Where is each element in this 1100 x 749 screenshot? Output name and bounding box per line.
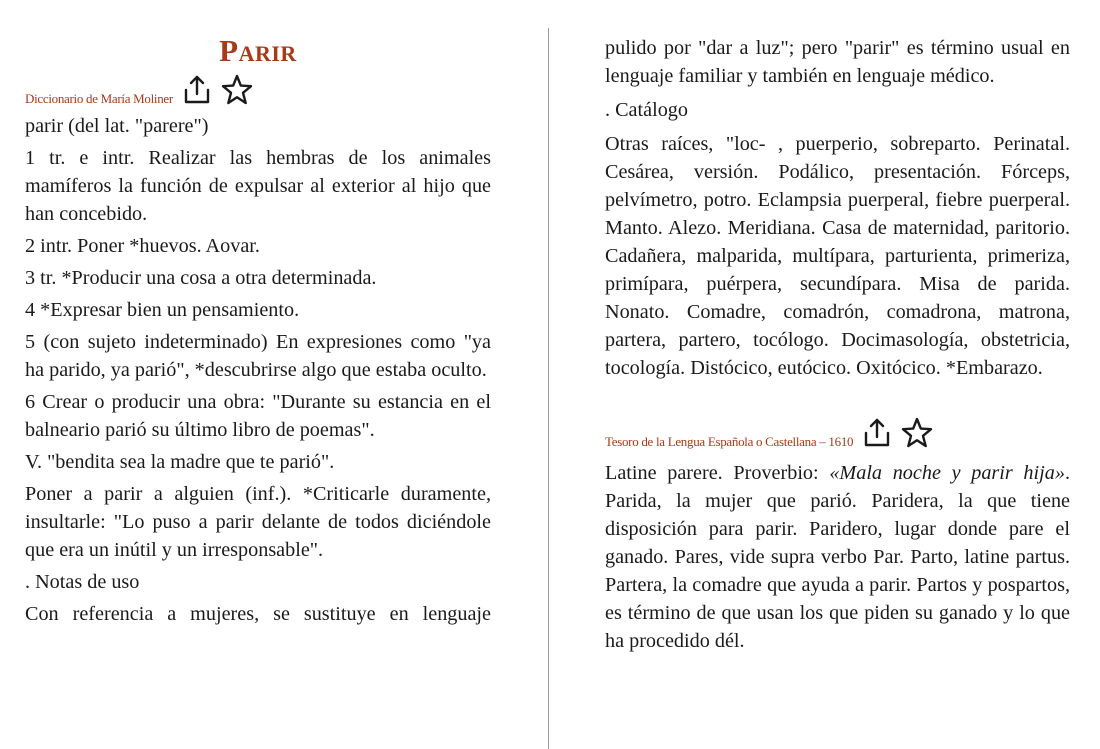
notes-label: . Notas de uso [25, 571, 140, 593]
entry-title: Parir [219, 33, 297, 68]
sense-6: 6 Crear o producir una obra: "Durante su estancia en el balneario parió su último libro de poemas". [25, 391, 491, 441]
notes-text-start: Con referencia a mujeres, se sustituye en lenguaje [25, 603, 491, 625]
column-divider [548, 28, 549, 749]
share-icon[interactable] [861, 416, 893, 450]
source-row-moliner [25, 71, 491, 107]
share-icon[interactable] [181, 73, 213, 107]
star-icon[interactable] [221, 73, 253, 107]
sense-2: 2 intr. Poner *huevos. Aovar. [25, 235, 260, 257]
idiom: Poner a parir a alguien (inf.). *Criticarle duramente, insultarle: "Lo puso a parir delante de todos diciéndole que era un inútil y un irresponsable". [25, 483, 491, 561]
proverb: «Mala noche y parir hija» [829, 462, 1065, 484]
sense-5: 5 (con sujeto indeterminado) En expresiones como "ya ha parido, ya parió", *descubrirse algo que estaba oculto. [25, 331, 491, 381]
source-label-tesoro: Tesoro de la Lengua Española o Castellana – 1610 [605, 434, 854, 449]
sense-1: 1 tr. e intr. Realizar las hembras de los animales mamíferos la función de expulsar al exterior al hijo que han concebido. [25, 147, 491, 225]
source-row-tesoro [605, 414, 1070, 450]
sense-4: 4 *Expresar bien un pensamiento. [25, 299, 300, 321]
sense-3: 3 tr. *Producir una cosa a otra determinada. [25, 267, 377, 289]
see-also: V. "bendita sea la madre que te parió". [25, 451, 335, 473]
star-icon[interactable] [901, 416, 933, 450]
tesoro-text: Latine parere. Proverbio: «Mala noche y parir hija». Parida, la mujer que parió. Paridera, la que tiene disposición para parir. Paridero, lugar donde pare el ganado. Pares, vide supra verbo Par. Parto, latine partus. Partera, la comadre que ayuda a parir. Partos y pospartos, es término de que usan los que piden su ganado y lo que ha procedido dél. [605, 462, 1070, 652]
right-column [605, 0, 1070, 655]
notes-text-continued: pulido por "dar a luz"; pero "parir" es término usual en lenguaje familiar y también en lenguaje médico. [605, 37, 1070, 87]
catalog-label: . Catálogo [605, 99, 688, 121]
catalog-text: Otras raíces, "loc- , puerperio, sobreparto. Perinatal. Cesárea, versión. Podálico, presentación. Fórceps, pelvímetro, potro. Eclampsia puerperal, fiebre puerperal. Manto. Alezo. Meridiana. Casa de maternidad, paritorio. Cadañera, malparida, multípara, parturienta, primeriza, primípara, puérpera, secundípara. Misa de parida. Nonato. Comadre, comadrón, comadrona, matrona, partera, partero, tocólogo. Docimasología, obstetricia, tocología. Distócico, eutócico. Oxitócico. *Embarazo. [605, 133, 1070, 379]
left-column [25, 0, 491, 628]
source-label-moliner: Diccionario de María Moliner [25, 91, 173, 106]
etymology: parir (del lat. "parere") [25, 115, 209, 137]
